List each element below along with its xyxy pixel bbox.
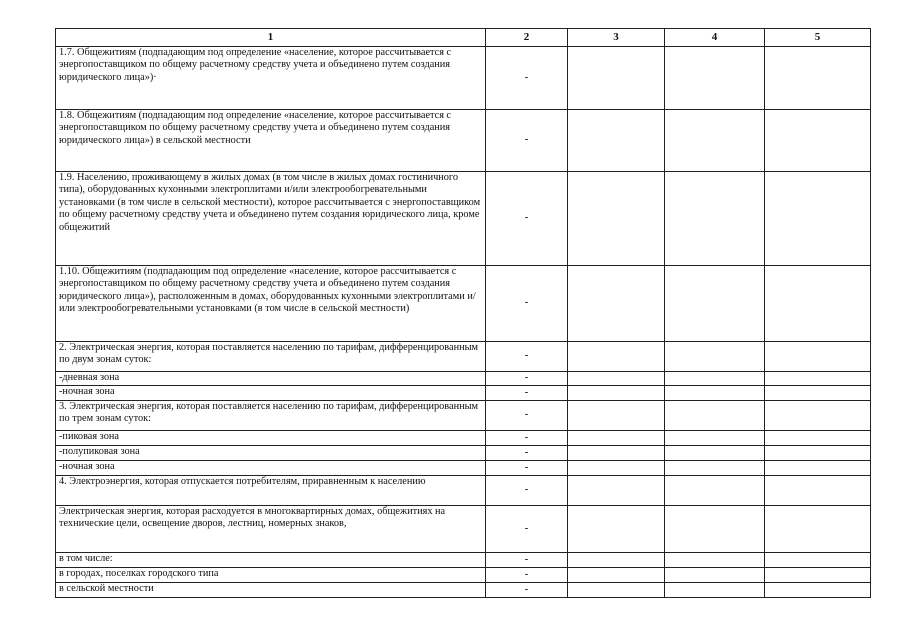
row-value-col2: - xyxy=(486,431,568,446)
row-description: 1.9. Населению, проживающему в жилых домах (в том числе в жилых домах гостиничного типа), оборудованных кухонными электроплитами и/или электрообогревательными установками (в том числе в сельской местности), которое рассчитывается с энергопоставщиком по общему расчетному средству учета и объединено путем создания юридического лица, кроме общежитий xyxy=(56,172,486,266)
row-description: 4. Электроэнергия, которая отпускается потребителям, приравненным к населению xyxy=(56,476,486,506)
row-value-col2: - xyxy=(486,401,568,431)
row-value-col3 xyxy=(568,386,665,401)
row-value-col5 xyxy=(765,583,871,598)
row-value-col5 xyxy=(765,372,871,386)
table-row xyxy=(56,47,871,110)
row-description: -полупиковая зона xyxy=(56,446,486,461)
row-value-col5 xyxy=(765,446,871,461)
row-value-col5 xyxy=(765,506,871,553)
row-value-col2: - xyxy=(486,461,568,476)
row-value-col4 xyxy=(665,568,765,583)
row-description: 1.8. Общежитиям (подпадающим под определение «население, которое рассчитывается с энергопоставщиком по общему расчетному средству учета и объединено путем создания юридического лица») в сельской местности xyxy=(56,110,486,172)
row-description: -ночная зона xyxy=(56,461,486,476)
row-value-col4 xyxy=(665,553,765,568)
row-value-col3 xyxy=(568,476,665,506)
row-description: в сельской местности xyxy=(56,583,486,598)
row-value-col5 xyxy=(765,266,871,342)
row-value-col2: - xyxy=(486,342,568,372)
table-row xyxy=(56,172,871,266)
row-value-col4 xyxy=(665,476,765,506)
row-value-col2: - xyxy=(486,110,568,172)
table-row xyxy=(56,431,871,446)
row-value-col2: - xyxy=(486,506,568,553)
table-body xyxy=(56,47,871,598)
column-header-2: 2 xyxy=(486,29,568,47)
table-row xyxy=(56,446,871,461)
row-value-col4 xyxy=(665,401,765,431)
row-value-col4 xyxy=(665,431,765,446)
row-description: Электрическая энергия, которая расходуется в многоквартирных домах, общежитиях на технические цели, освещение дворов, лестниц, номерных знаков, xyxy=(56,506,486,553)
table-row xyxy=(56,553,871,568)
row-value-col4 xyxy=(665,342,765,372)
row-value-col4 xyxy=(665,386,765,401)
row-value-col3 xyxy=(568,47,665,110)
row-value-col3 xyxy=(568,446,665,461)
row-value-col3 xyxy=(568,110,665,172)
row-description: 1.10. Общежитиям (подпадающим под определение «население, которое рассчитывается с энергопоставщиком по общему расчетному средству учета и объединено путем создания юридического лица»), расположенным в домах, оборудованных кухонными электроплитами и/или электрообогревательными установками (в том числе в сельской местности) xyxy=(56,266,486,342)
row-value-col2: - xyxy=(486,568,568,583)
row-value-col3 xyxy=(568,506,665,553)
row-value-col4 xyxy=(665,461,765,476)
row-value-col3 xyxy=(568,172,665,266)
table-row xyxy=(56,461,871,476)
row-value-col4 xyxy=(665,172,765,266)
row-value-col3 xyxy=(568,583,665,598)
row-value-col2: - xyxy=(486,476,568,506)
row-value-col2: - xyxy=(486,553,568,568)
column-header-5: 5 xyxy=(765,29,871,47)
row-description: в том числе: xyxy=(56,553,486,568)
row-value-col5 xyxy=(765,431,871,446)
row-value-col2: - xyxy=(486,446,568,461)
row-value-col4 xyxy=(665,47,765,110)
row-value-col4 xyxy=(665,506,765,553)
row-value-col5 xyxy=(765,476,871,506)
table-row xyxy=(56,476,871,506)
row-value-col2: - xyxy=(486,266,568,342)
row-description: -пиковая зона xyxy=(56,431,486,446)
table-row xyxy=(56,372,871,386)
row-value-col2: - xyxy=(486,386,568,401)
row-value-col5 xyxy=(765,172,871,266)
row-value-col4 xyxy=(665,110,765,172)
row-value-col5 xyxy=(765,47,871,110)
row-value-col3 xyxy=(568,431,665,446)
row-value-col3 xyxy=(568,553,665,568)
row-value-col3 xyxy=(568,266,665,342)
row-value-col3 xyxy=(568,342,665,372)
row-value-col5 xyxy=(765,401,871,431)
row-value-col3 xyxy=(568,568,665,583)
tariff-table xyxy=(55,28,871,598)
row-value-col3 xyxy=(568,461,665,476)
row-description: 1.7. Общежитиям (подпадающим под определение «население, которое рассчитывается с энергопоставщиком по общему расчетному средству учета и объединено путем создания юридического лица»)· xyxy=(56,47,486,110)
row-value-col4 xyxy=(665,372,765,386)
row-description: 2. Электрическая энергия, которая поставляется населению по тарифам, дифференцированным по двум зонам суток: xyxy=(56,342,486,372)
row-value-col5 xyxy=(765,342,871,372)
row-value-col5 xyxy=(765,553,871,568)
row-description: -ночная зона xyxy=(56,386,486,401)
row-value-col2: - xyxy=(486,372,568,386)
row-value-col2: - xyxy=(486,583,568,598)
table-row xyxy=(56,342,871,372)
row-description: 3. Электрическая энергия, которая поставляется населению по тарифам, дифференцированным по трем зонам суток: xyxy=(56,401,486,431)
row-value-col2: - xyxy=(486,47,568,110)
row-value-col4 xyxy=(665,446,765,461)
header-row xyxy=(56,29,871,47)
table-row xyxy=(56,266,871,342)
row-description: в городах, поселках городского типа xyxy=(56,568,486,583)
row-value-col5 xyxy=(765,461,871,476)
column-header-3: 3 xyxy=(568,29,665,47)
row-value-col5 xyxy=(765,386,871,401)
row-description: -дневная зона xyxy=(56,372,486,386)
table-row xyxy=(56,583,871,598)
table-row xyxy=(56,568,871,583)
row-value-col3 xyxy=(568,401,665,431)
row-value-col5 xyxy=(765,568,871,583)
row-value-col3 xyxy=(568,372,665,386)
row-value-col4 xyxy=(665,266,765,342)
column-header-4: 4 xyxy=(665,29,765,47)
column-header-1: 1 xyxy=(56,29,486,47)
row-value-col5 xyxy=(765,110,871,172)
table-row xyxy=(56,386,871,401)
row-value-col4 xyxy=(665,583,765,598)
row-value-col2: - xyxy=(486,172,568,266)
table-row xyxy=(56,506,871,553)
table-row xyxy=(56,401,871,431)
table-row xyxy=(56,110,871,172)
